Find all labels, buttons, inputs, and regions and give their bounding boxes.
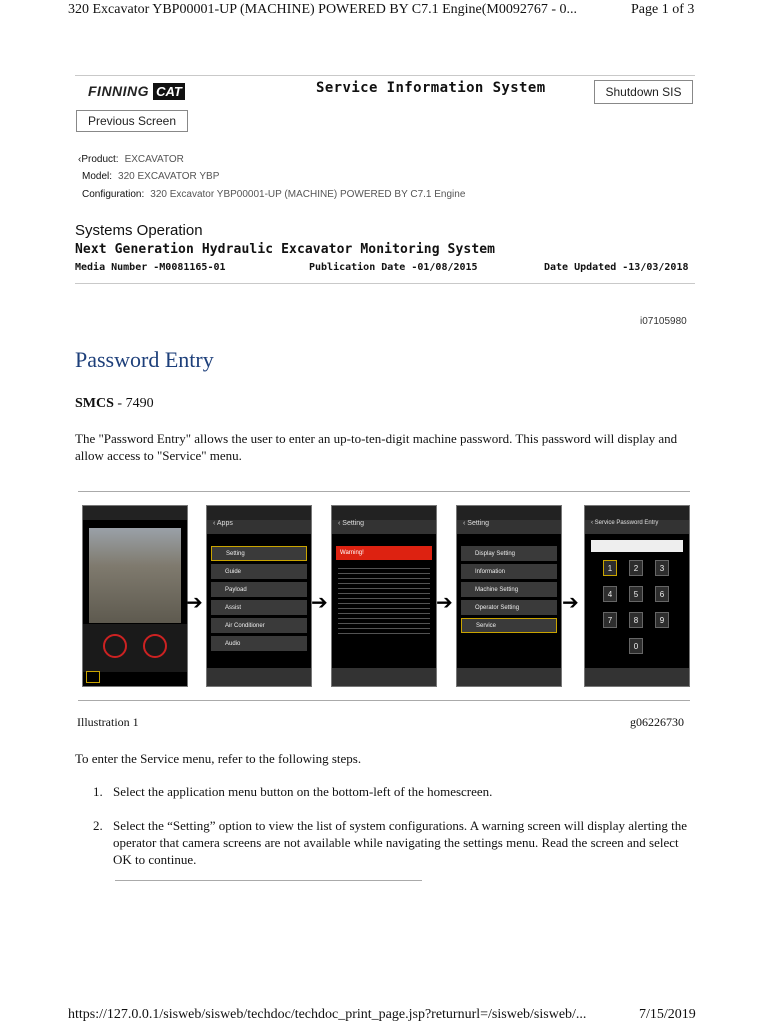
password-screen-image: ‹ Service Password Entry 1 2 3 4 5 6 7 8 9 0: [584, 505, 690, 687]
finning-cat-logo: FINNING CAT: [88, 80, 198, 102]
right-arrow-icon: ➔: [562, 590, 579, 614]
setting-screen-image: ‹ Setting Display Setting Information Machine Setting Operator Setting Service: [456, 505, 562, 687]
shutdown-sis-button[interactable]: Shutdown SIS: [594, 80, 693, 104]
camera-view: [89, 528, 181, 623]
warning-text-block: [338, 564, 430, 634]
model-row: Model: 320 EXCAVATOR YBP: [82, 171, 220, 182]
divider: [75, 283, 695, 284]
print-header-page: Page 1 of 3: [631, 2, 695, 17]
illustration-id: g06226730: [630, 715, 684, 729]
publication-date: Publication Date -01/08/2015: [309, 262, 478, 273]
home-screen-image: [82, 505, 188, 687]
print-header-title: 320 Excavator YBP00001-UP (MACHINE) POWERED BY C7.1 Engine(M0092767 - 0...: [68, 2, 578, 17]
password-field-image: [591, 540, 683, 552]
right-arrow-icon: ➔: [186, 590, 203, 614]
footer-url: https://127.0.0.1/sisweb/sisweb/techdoc/techdoc_print_page.jsp?returnurl=/sisweb/sisweb/...: [68, 1007, 587, 1022]
right-arrow-icon: ➔: [311, 590, 328, 614]
divider: [78, 700, 690, 701]
divider: [78, 491, 690, 492]
steps-intro: To enter the Service menu, refer to the following steps.: [75, 751, 362, 766]
media-number: Media Number -M0081165-01: [75, 262, 226, 273]
previous-screen-button[interactable]: Previous Screen: [76, 110, 188, 132]
section-title: Systems Operation: [75, 222, 203, 239]
illustration-label: Illustration 1: [77, 715, 139, 729]
intro-paragraph: The "Password Entry" allows the user to enter an up-to-ten-digit machine password. This password will display and allow access to "Service" menu.: [75, 431, 678, 463]
right-arrow-icon: ➔: [436, 590, 453, 614]
page-title: Password Entry: [75, 347, 214, 372]
back-chevron-icon[interactable]: ‹: [78, 154, 82, 165]
date-updated: Date Updated -13/03/2018: [544, 262, 689, 273]
apps-screen-image: ‹ Apps Setting Guide Payload Assist Air Conditioner Audio: [206, 505, 312, 687]
sis-title: Service Information System: [316, 80, 546, 96]
document-id: i07105980: [640, 316, 687, 327]
divider: [75, 75, 695, 76]
app-menu-icon: [86, 671, 100, 683]
document-subtitle: Next Generation Hydraulic Excavator Monitoring System: [75, 242, 496, 257]
product-row: ‹Product: EXCAVATOR: [78, 154, 184, 165]
divider: [115, 880, 422, 881]
configuration-row: Configuration: 320 Excavator YBP00001-UP (MACHINE) POWERED BY C7.1 Engine: [82, 189, 466, 200]
warning-screen-image: ‹ Setting Warning!: [331, 505, 437, 687]
footer-date: 7/15/2019: [639, 1007, 696, 1022]
smcs-code: SMCS - 7490: [75, 396, 154, 411]
